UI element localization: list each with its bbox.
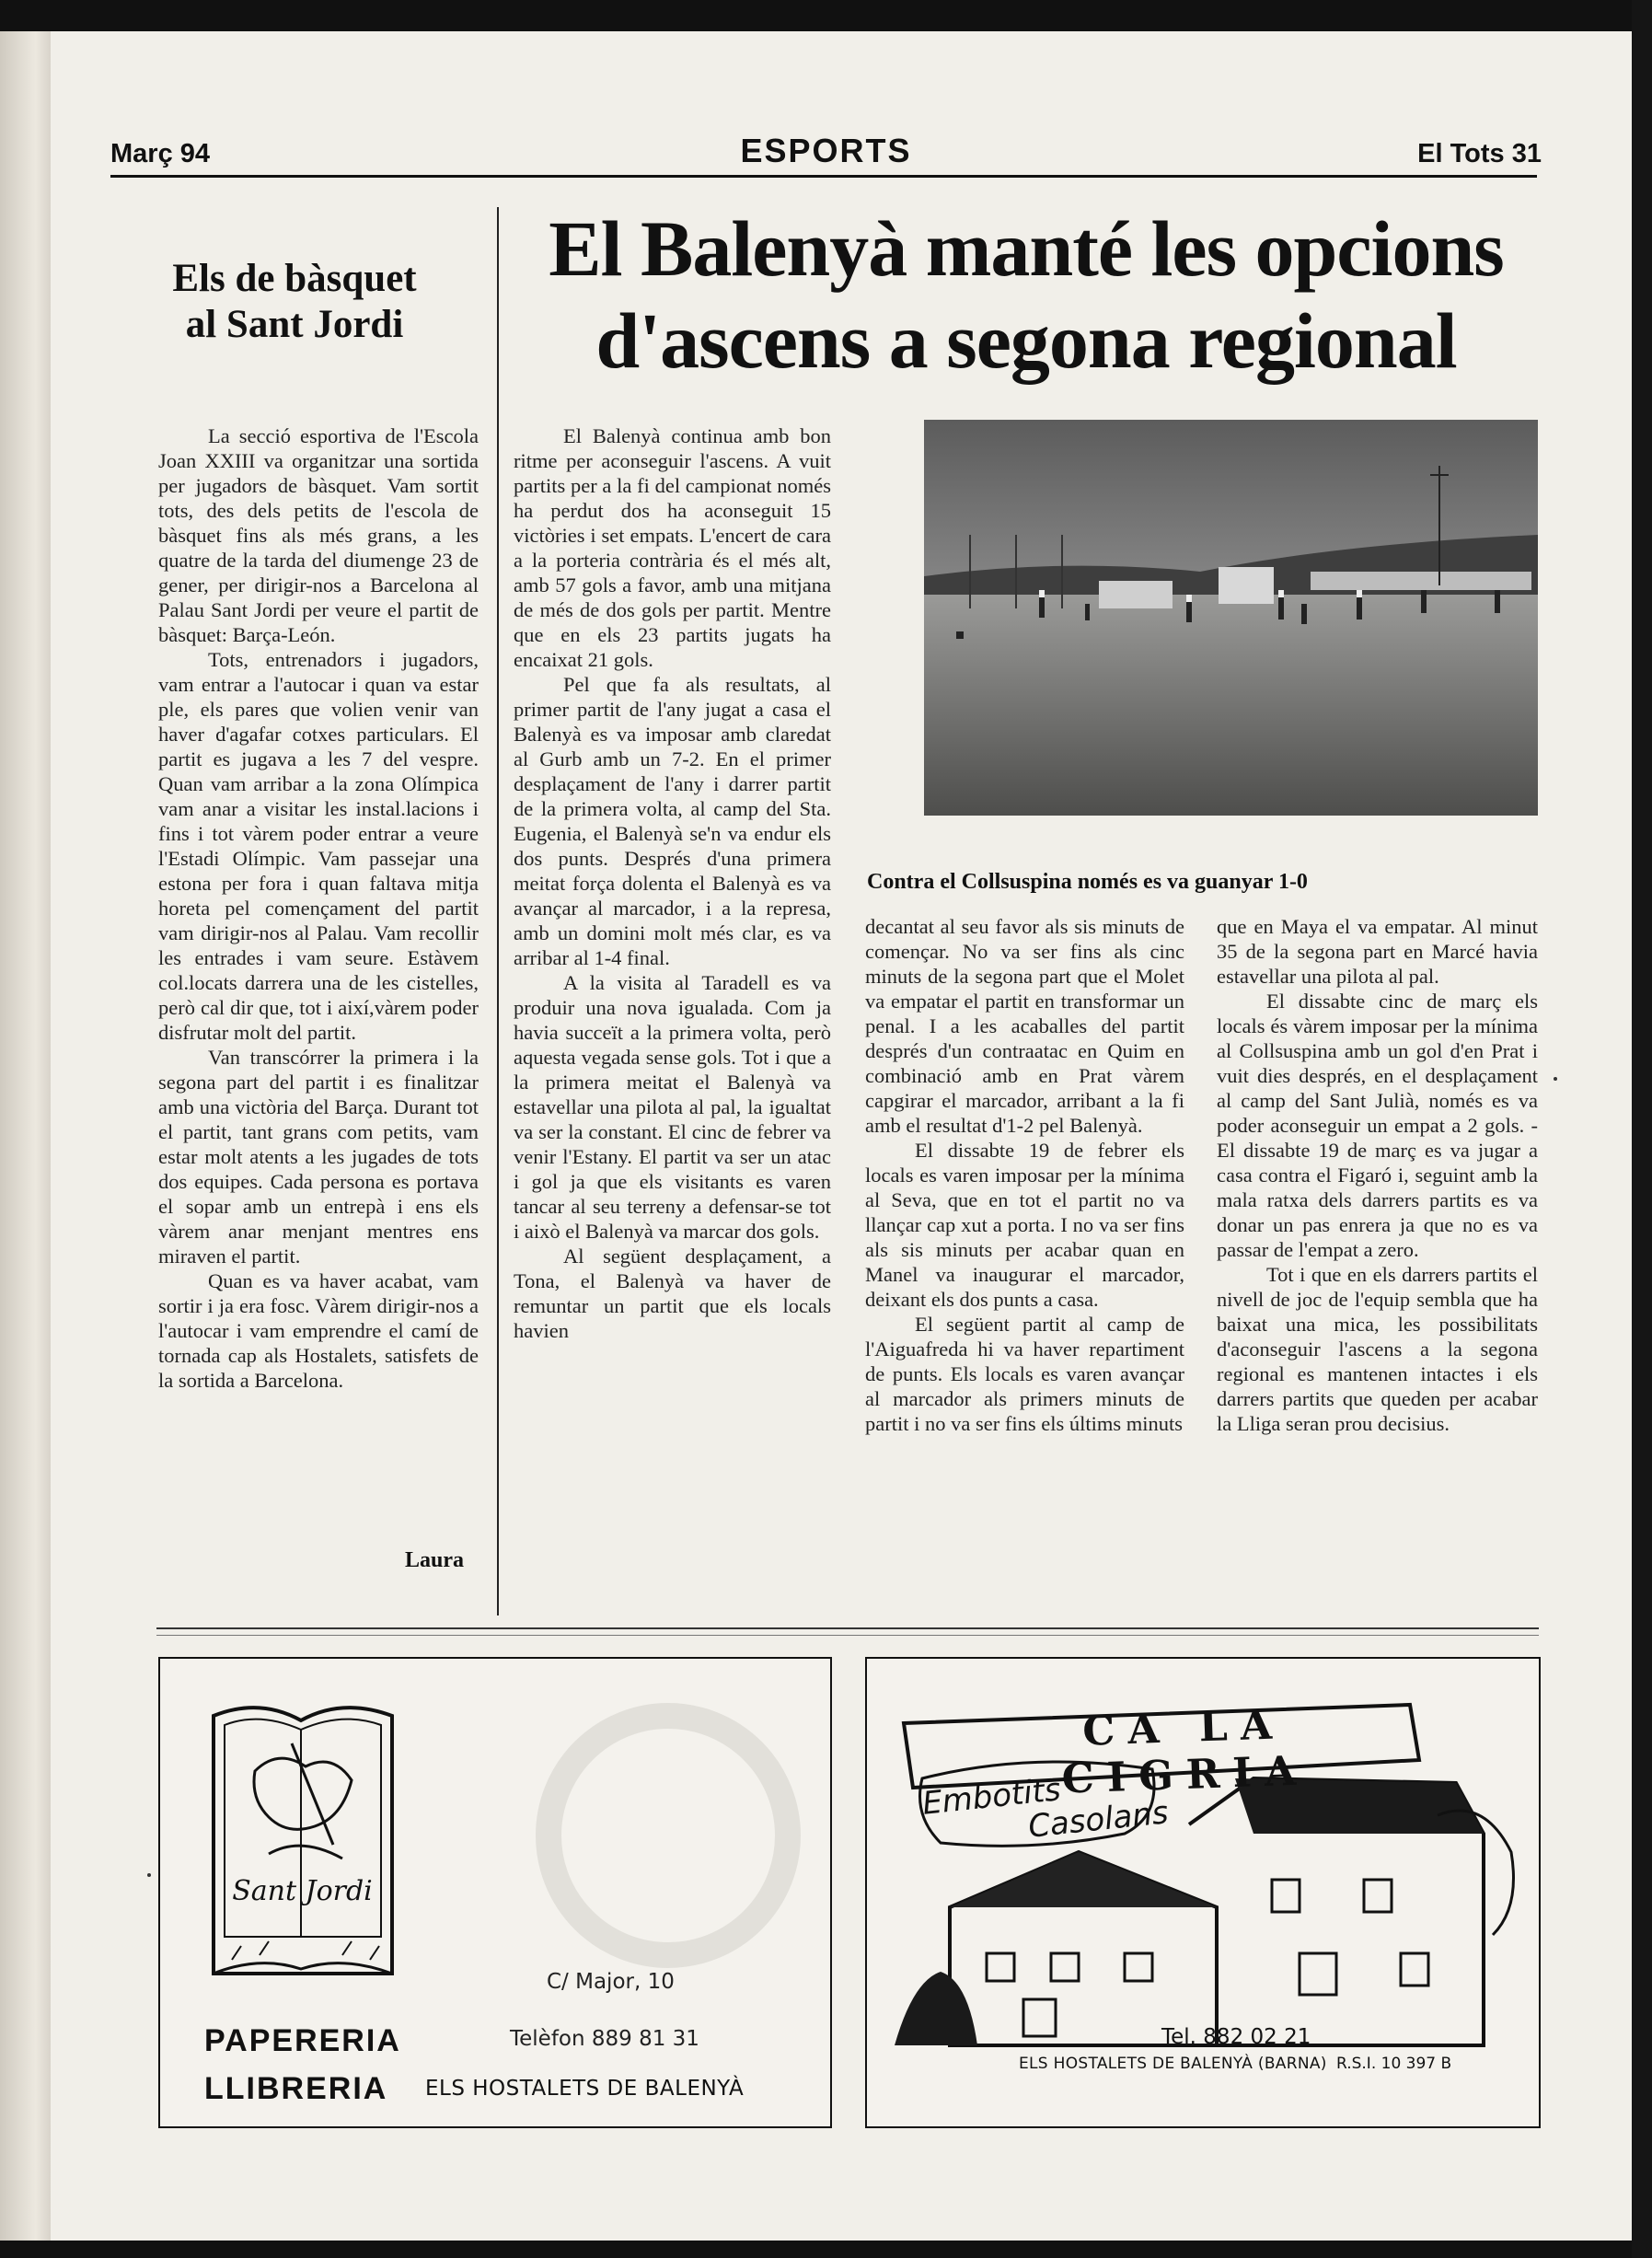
sidebar-article-title xyxy=(110,256,479,348)
paragraph: A la visita al Taradell es va produir una nova igualada. Com ja havia succeït a la primera volta, però aquesta vegada sense gols. Tot i que a la primera meitat el Balenyà va estavellar una pilota al pal, la igualtat va ser la constant. El cinc de febrer va venir l'Estany. El partit va ser un atac i gol ja que els visitants es varen tancar al seu terreny a defensar-se tot i això el Balenyà va marcar dos gols. xyxy=(514,971,831,1243)
main-article-column-1 xyxy=(514,423,831,1343)
ad-town: ELS HOSTALETS DE BALENYÀ (BARNA) xyxy=(1019,2055,1327,2073)
sidebar-title-line1: Els de bàsquet xyxy=(172,257,417,300)
paragraph: Quan es va haver acabat, vam sortir i ja era fosc. Vàrem dirigir-nos a l'autocar i vam emprendre el camí de tornada cap als Hostalets, satisfets de la sortida a Barcelona. xyxy=(158,1269,479,1392)
ad-slogan-line1: Embotits xyxy=(920,1771,1063,1823)
paragraph: Al següent desplaçament, a Tona, el Balenyà va haver de remuntar un partit que els locals havien xyxy=(514,1245,831,1342)
ad-town: ELS HOSTALETS DE BALENYÀ xyxy=(425,2077,745,2101)
paragraph: Van transcórrer la primera i la segona part del partit i es finalitzar amb una victòria del Barça. Durant tot el partit, tant grans com petits, vam estar molt atents a les jugades de tots dos equipes. Cada persona es portava el sopar amb un entrepà i ens els vàrem anar menjant mentres ens miraven el partit. xyxy=(158,1046,479,1268)
header-section: ESPORTS xyxy=(740,132,912,169)
ad-papereria-sant-jordi xyxy=(158,1657,832,2128)
scan-speck xyxy=(1554,1077,1557,1081)
headline-line2: d'ascens a segona regional xyxy=(595,296,1457,385)
header-page-number: El Tots 31 xyxy=(1417,139,1542,168)
main-headline xyxy=(515,203,1537,387)
ad-address: C/ Major, 10 xyxy=(547,1970,675,1994)
ghost-watermark-icon xyxy=(493,1688,815,1974)
ad-shop-name: CA LA CIGRIA xyxy=(1060,1701,1310,1803)
paragraph: decantat al seu favor als sis minuts de començar. No va ser fins als cinc minuts de la segona part que el Molet va empatar el partit en transformar un penal. I a les acaballes del partit després d'un contraatac en Quim en combinació amb en Prat vàrem capgirar el marcador, arribant a la fi amb el resultat d'1-2 pel Balenyà. xyxy=(865,915,1184,1137)
ad-papereria: PAPERERIA xyxy=(204,2023,401,2058)
ads-separator xyxy=(156,1627,1539,1629)
paragraph: El dissabte cinc de març els locals és vàrem imposar per la mínima al Collsuspina amb un gol d'en Prat i vuit dies després, en el desplaçament al camp del Sant Julià, només es va poder aconseguir un empat a 2 gols. -El dissabte 19 de març es va jugar a casa contra el Figaró i, seguint amb la mala ratxa dels darrers partits es va donar un pas enrera ja que no es va passar de l'empat a zero. xyxy=(1217,990,1538,1261)
sidebar-article-body xyxy=(158,423,479,1393)
ad-ca-la-cigria xyxy=(865,1657,1541,2128)
headline-line1: El Balenyà manté les opcions xyxy=(549,204,1504,293)
ad-phone: Telèfon 889 81 31 xyxy=(510,2027,699,2051)
ad-slogan-line2: Casolans xyxy=(1026,1794,1171,1846)
ad-registry: R.S.I. 10 397 B xyxy=(1336,2055,1452,2073)
scan-speck xyxy=(147,1873,151,1877)
main-article-column-2 xyxy=(865,914,1184,1436)
header-rule xyxy=(110,175,1537,178)
paragraph: El dissabte 19 de febrer els locals es varen imposar per la mínima al Seva, que en tot el partit no va llançar cap xut a porta. I no va ser fins als sis minuts per acabar quan en Manel va inaugurar el marcador, deixant els dos punts a casa. xyxy=(865,1139,1184,1311)
photo-caption: Contra el Collsuspina només es va guanyar 1-0 xyxy=(867,870,1308,894)
paragraph: La secció esportiva de l'Escola Joan XXIII va organitzar una sortida per jugadors de bàsquet. Vam sortit tots, des dels petits de l'escola de bàsquet fins als més grans, a les quatre de la tarda del diumenge 23 de gener, per dirigir-nos a Barcelona al Palau Sant Jordi per veure el partit de bàsquet: Barça-León. xyxy=(158,424,479,646)
page-gutter xyxy=(0,31,51,2241)
football-match-photo xyxy=(924,420,1538,816)
ad-llibreria: LLIBRERIA xyxy=(204,2071,388,2106)
paragraph: El Balenyà continua amb bon ritme per aconseguir l'ascens. A vuit partits per a la fi del campionat només ha perdut dos ha aconseguit 15 victòries i set empats. L'encert de cara a la porteria contrària és el més alt, amb 57 gols a favor, amb una mitjana de més de dos gols per partit. Mentre que en els 23 partits jugats ha encaixat 21 gols. xyxy=(514,424,831,671)
sidebar-title-line2: al Sant Jordi xyxy=(185,303,404,346)
paragraph: El següent partit al camp de l'Aiguafreda hi va haver repartiment de punts. Els locals es varen avançar al marcador als primers minuts de partit i no va ser fins els últims minuts xyxy=(865,1313,1184,1435)
paragraph: Tots, entrenadors i jugadors, vam entrar a l'autocar i quan va estar ple, els pares que volien venir van haver d'agafar cotxes particulars. El partit es jugava a les 7 del vespre. Quan vam arribar a la zona Olímpica vam anar a visitar les instal.lacions i fins i tot vàrem poder entrar a veure l'Estadi Olímpic. Vam passejar una estona per fora i quan faltava mitja horeta pel començament del partit vam dirigir-nos al Palau. Vam recollir les entrades i vam seure. Estàvem col.locats darrera una de les cistelles, però cal dir que, tot i així,vàrem poder disfrutar molt del partit. xyxy=(158,648,479,1044)
paragraph: Pel que fa als resultats, al primer partit de l'any jugat a casa el Balenyà es va imposar amb claredat al Gurb amb un 7-2. En el primer desplaçament de l'any i darrer partit de la primera volta, al camp del Sta. Eugenia, el Balenyà se'n va endur els dos punts. Després d'una primera meitat força dolenta el Balenyà es va avançar al marcador, i a la represa, amb un domini molt més clar, es va arribar al 1-4 final. xyxy=(514,673,831,969)
scan-edge xyxy=(1632,0,1652,2258)
ad-phone: Tel. 882 02 21 xyxy=(1161,2025,1311,2049)
sant-jordi-book-logo-icon xyxy=(204,1697,401,1983)
sidebar-author: Laura xyxy=(405,1548,465,1572)
main-article-column-3 xyxy=(1217,914,1538,1436)
paragraph: Tot i que en els darrers partits el nivell de joc de l'equip sembla que ha baixat una mica, les possibilitats d'aconseguir l'ascens a la segona regional es mantenen intactes i els darrers partits que queden per acabar la Lliga seran prou decisius. xyxy=(1217,1263,1538,1435)
logo-text: Sant Jordi xyxy=(232,1875,373,1907)
ads-separator-thin xyxy=(156,1635,1539,1636)
paragraph: que en Maya el va empatar. Al minut 35 de la segona part en Marcé havia estavellar una pilota al pal. xyxy=(1217,915,1538,988)
column-divider xyxy=(497,207,499,1615)
header-date: Març 94 xyxy=(110,139,211,168)
